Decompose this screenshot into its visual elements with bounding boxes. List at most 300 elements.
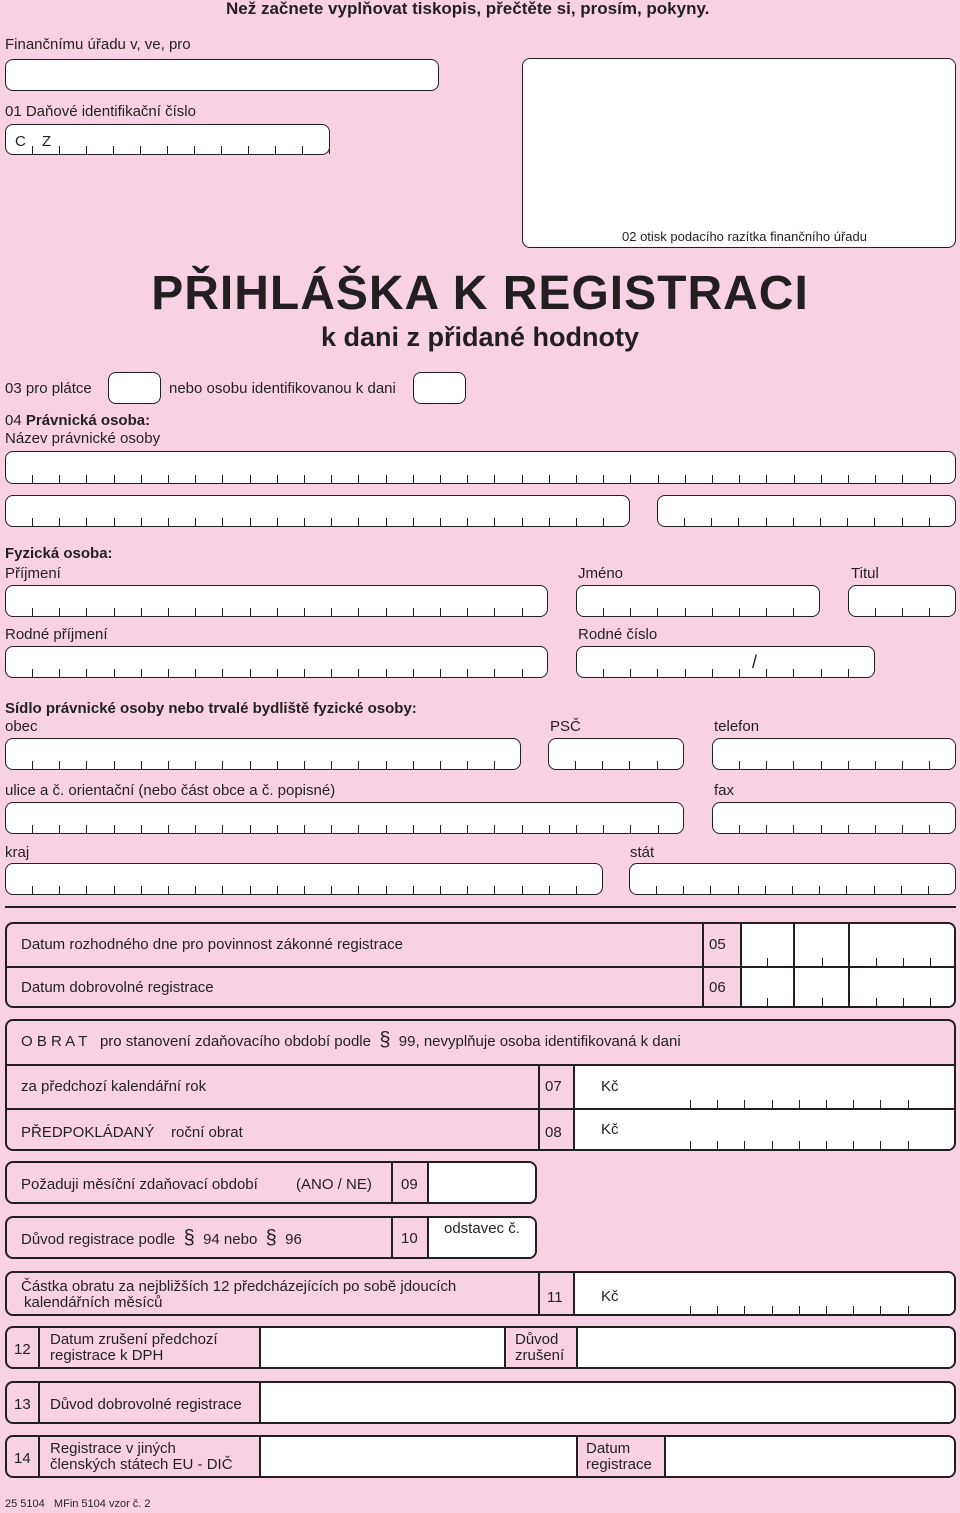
char-tick (302, 146, 303, 154)
dates-section (5, 922, 956, 1008)
char-tick (331, 608, 332, 616)
char-tick (386, 886, 387, 894)
char-tick (358, 825, 359, 833)
char-tick (59, 886, 60, 894)
char-tick (250, 518, 251, 526)
voluntary-reason-field[interactable] (261, 1383, 954, 1422)
street-label: ulice a č. orientační (nebo část obce a č. popisné) (5, 782, 336, 799)
char-tick (275, 146, 276, 154)
row-05-number: 05 (709, 936, 726, 953)
char-tick (59, 761, 60, 769)
char-tick (222, 669, 223, 677)
char-tick (168, 475, 169, 483)
legal-name-field-1[interactable] (5, 451, 956, 484)
region-field[interactable] (5, 863, 603, 895)
char-tick (603, 518, 604, 526)
char-tick (413, 825, 414, 833)
char-tick (767, 998, 768, 1006)
char-tick (114, 518, 115, 526)
char-tick (440, 825, 441, 833)
char-tick (386, 608, 387, 616)
turnover-07-field[interactable] (575, 1066, 954, 1108)
char-tick (358, 518, 359, 526)
char-tick (358, 886, 359, 894)
char-tick (386, 825, 387, 833)
char-tick (739, 825, 740, 833)
first-name-label: Jméno (578, 565, 624, 582)
char-ticks (630, 885, 955, 894)
char-tick (222, 886, 223, 894)
char-tick (413, 475, 414, 483)
char-tick (59, 475, 60, 483)
char-tick (875, 608, 876, 616)
char-tick (195, 518, 196, 526)
legal-name-field-2[interactable] (5, 495, 630, 527)
char-tick (766, 518, 767, 526)
char-tick (141, 669, 142, 677)
char-tick (195, 825, 196, 833)
cancellation-reason-field[interactable] (578, 1328, 954, 1367)
char-tick (413, 669, 414, 677)
dic-prefix-z: Z (42, 133, 52, 150)
char-tick (494, 608, 495, 616)
date-sep (793, 968, 795, 1006)
char-tick (141, 761, 142, 769)
row-12-number: 12 (14, 1341, 31, 1358)
birth-number-label: Rodné číslo (578, 626, 658, 643)
char-tick (304, 886, 305, 894)
char-tick (766, 475, 767, 483)
char-tick (685, 608, 686, 616)
char-tick (712, 669, 713, 677)
char-tick (141, 475, 142, 483)
row-14-number: 14 (14, 1450, 31, 1467)
row-07-label: za předchozí kalendářní rok (21, 1078, 207, 1095)
char-tick (928, 886, 929, 894)
dic-label: 01 Daňové identifikační číslo (5, 103, 196, 120)
eu-registration-date-field[interactable] (666, 1437, 954, 1476)
char-tick (195, 475, 196, 483)
phone-label: telefon (714, 718, 760, 735)
char-ticks (577, 607, 819, 616)
payer-label: 03 pro plátce (5, 380, 92, 397)
row-09-number: 09 (401, 1176, 418, 1193)
char-tick (140, 146, 141, 154)
char-tick (195, 886, 196, 894)
char-tick (277, 825, 278, 833)
char-tick (690, 1306, 691, 1314)
char-tick (744, 1141, 745, 1149)
turnover-12-months-field[interactable] (575, 1273, 954, 1314)
col-divider (391, 1218, 393, 1257)
char-tick (168, 669, 169, 677)
char-tick (739, 761, 740, 769)
char-tick (467, 761, 468, 769)
char-tick (794, 475, 795, 483)
char-tick (630, 475, 631, 483)
char-tick (222, 518, 223, 526)
char-tick (114, 608, 115, 616)
char-tick (168, 518, 169, 526)
char-tick (712, 608, 713, 616)
char-tick (766, 825, 767, 833)
stamp-area (522, 58, 956, 248)
char-tick (657, 761, 658, 769)
char-tick (902, 608, 903, 616)
char-tick (821, 669, 822, 677)
row-14-line2: členských státech EU - DIČ (50, 1456, 233, 1473)
char-tick (819, 886, 820, 894)
char-tick (603, 608, 604, 616)
row-10-label (21, 1227, 302, 1249)
stamp-label: 02 otisk podacího razítka finančního úřadu (622, 229, 867, 244)
char-tick (440, 518, 441, 526)
country-field[interactable] (629, 863, 956, 895)
surname-label: Příjmení (5, 565, 61, 582)
char-tick (277, 475, 278, 483)
char-ticks (713, 760, 955, 769)
char-tick (168, 825, 169, 833)
char-tick (86, 146, 87, 154)
row-10-section (5, 1216, 537, 1259)
char-tick (738, 886, 739, 894)
char-tick (874, 886, 875, 894)
char-tick (603, 825, 604, 833)
char-tick (603, 475, 604, 483)
col-divider (38, 1328, 40, 1367)
turnover-heading-tail: 99, nevyplňuje osoba identifikovaná k dani (398, 1033, 681, 1050)
birth-number-field[interactable] (576, 646, 875, 678)
char-tick (876, 998, 877, 1006)
char-tick (440, 608, 441, 616)
dic-field[interactable] (5, 124, 330, 155)
char-tick (793, 608, 794, 616)
char-tick (848, 761, 849, 769)
birth-surname-label: Rodné příjmení (5, 626, 108, 643)
row-08-label-b: roční obrat (171, 1124, 243, 1141)
legal-person-title: Právnická osoba: (25, 412, 151, 429)
char-tick (826, 1306, 827, 1314)
row-14-date2: registrace (586, 1456, 652, 1473)
char-tick (930, 998, 931, 1006)
char-tick (576, 825, 577, 833)
char-tick (195, 669, 196, 677)
char-tick (222, 825, 223, 833)
col-divider (38, 1437, 40, 1476)
phone-field[interactable] (712, 738, 956, 770)
identified-person-checkbox[interactable] (413, 372, 466, 404)
address-heading: Sídlo právnické osoby nebo trvalé bydliště fyzické osoby: (5, 700, 417, 717)
char-tick (440, 761, 441, 769)
char-ticks (6, 824, 683, 833)
char-tick (929, 518, 930, 526)
row-12-reason1: Důvod (515, 1331, 559, 1348)
turnover-08-field[interactable] (575, 1110, 954, 1149)
char-tick (822, 958, 823, 966)
col-divider (702, 924, 704, 1006)
char-tick (59, 608, 60, 616)
char-tick (304, 669, 305, 677)
payer-checkbox[interactable] (108, 372, 161, 404)
char-tick (222, 761, 223, 769)
char-tick (386, 761, 387, 769)
char-tick (929, 608, 930, 616)
dic-char-ticks (6, 145, 329, 154)
char-tick (658, 825, 659, 833)
char-tick (576, 475, 577, 483)
char-tick (549, 475, 550, 483)
char-tick (250, 669, 251, 677)
char-tick (114, 669, 115, 677)
legal-name-label: Název právnické osoby (5, 430, 161, 447)
date-05-field[interactable] (742, 924, 954, 966)
char-tick (141, 825, 142, 833)
first-name-field[interactable] (576, 585, 820, 617)
paragraph-sign: § (379, 1029, 391, 1051)
char-tick (195, 761, 196, 769)
char-tick (250, 886, 251, 894)
char-tick (59, 669, 60, 677)
char-tick (930, 958, 931, 966)
char-tick (772, 1141, 773, 1149)
char-tick (603, 669, 604, 677)
char-tick (494, 761, 495, 769)
char-tick (738, 518, 739, 526)
section-divider (5, 906, 956, 908)
row-10-number: 10 (401, 1230, 418, 1247)
row-09-hint: (ANO / NE) (296, 1176, 372, 1193)
char-tick (576, 518, 577, 526)
char-tick (494, 825, 495, 833)
char-tick (908, 1141, 909, 1149)
char-tick (32, 608, 33, 616)
char-tick (717, 1306, 718, 1314)
char-tick (467, 825, 468, 833)
turnover-section (5, 1019, 956, 1151)
surname-field[interactable] (5, 585, 548, 617)
academic-title-field[interactable] (848, 585, 956, 617)
char-tick (826, 1100, 827, 1108)
date-06-field[interactable] (742, 968, 954, 1006)
row-06-label: Datum dobrovolné registrace (21, 979, 214, 996)
row-05-label: Datum rozhodného dne pro povinnost zákonné registrace (21, 936, 403, 953)
char-tick (766, 761, 767, 769)
char-tick (522, 608, 523, 616)
char-tick (467, 669, 468, 677)
char-tick (248, 146, 249, 154)
char-tick (331, 475, 332, 483)
street-field[interactable] (5, 802, 684, 834)
char-tick (141, 518, 142, 526)
char-tick (821, 761, 822, 769)
char-tick (875, 761, 876, 769)
char-tick (766, 669, 767, 677)
char-tick (141, 608, 142, 616)
char-ticks (577, 668, 874, 677)
turnover-heading-rest: pro stanovení zdaňovacího období podle (99, 1033, 371, 1050)
char-tick (86, 669, 87, 677)
char-tick (880, 1306, 881, 1314)
char-tick (739, 608, 740, 616)
char-tick (141, 886, 142, 894)
col-divider (576, 1437, 578, 1476)
col-divider (391, 1163, 393, 1202)
char-tick (277, 761, 278, 769)
section-04-number: 04 (5, 412, 22, 429)
char-tick (712, 475, 713, 483)
char-tick (86, 608, 87, 616)
char-tick (250, 761, 251, 769)
row-14-section (5, 1435, 956, 1478)
tax-office-field[interactable] (5, 59, 439, 91)
row-09-label: Požaduji měsíční zdaňovací období (21, 1176, 258, 1193)
zip-field[interactable] (548, 738, 684, 770)
char-tick (32, 825, 33, 833)
char-tick (908, 1100, 909, 1108)
char-tick (32, 475, 33, 483)
zip-label: PSČ (550, 718, 581, 735)
char-tick (167, 146, 168, 154)
char-tick (304, 518, 305, 526)
char-tick (222, 608, 223, 616)
char-tick (799, 1306, 800, 1314)
char-tick (793, 825, 794, 833)
char-tick (304, 475, 305, 483)
char-tick (549, 825, 550, 833)
char-tick (683, 886, 684, 894)
registration-reason-field[interactable] (429, 1218, 535, 1257)
char-tick (277, 669, 278, 677)
col-divider (504, 1328, 506, 1367)
char-tick (522, 518, 523, 526)
char-tick (690, 1100, 691, 1108)
char-tick (880, 1141, 881, 1149)
char-tick (902, 761, 903, 769)
row-07-unit: Kč (601, 1078, 619, 1095)
char-tick (826, 1141, 827, 1149)
cancellation-date-field[interactable] (261, 1328, 504, 1367)
char-tick (32, 669, 33, 677)
row-10-label-b: 94 nebo (203, 1231, 258, 1248)
char-tick (793, 669, 794, 677)
char-tick (875, 475, 876, 483)
char-tick (522, 886, 523, 894)
char-tick (114, 475, 115, 483)
city-field[interactable] (5, 738, 521, 770)
char-tick (86, 825, 87, 833)
char-tick (32, 886, 33, 894)
char-ticks (849, 607, 955, 616)
turnover-heading-spaced: O B R A T (21, 1033, 88, 1050)
char-tick (358, 608, 359, 616)
row-06-number: 06 (709, 979, 726, 996)
char-tick (799, 1100, 800, 1108)
char-tick (358, 669, 359, 677)
char-tick (846, 886, 847, 894)
char-tick (413, 886, 414, 894)
char-tick (690, 1141, 691, 1149)
char-tick (277, 608, 278, 616)
char-tick (929, 761, 930, 769)
char-tick (331, 886, 332, 894)
char-tick (250, 608, 251, 616)
char-tick (744, 1306, 745, 1314)
char-tick (930, 475, 931, 483)
char-ticks (6, 885, 602, 894)
char-tick (902, 518, 903, 526)
row-11-line1: Částka obratu za nejbližších 12 předcházejících po sobě jdoucích (21, 1278, 457, 1295)
monthly-period-field[interactable] (429, 1163, 535, 1202)
birth-surname-field[interactable] (5, 646, 548, 678)
char-tick (32, 146, 33, 154)
char-tick (822, 998, 823, 1006)
char-ticks (575, 1305, 954, 1314)
paragraph-subsection-label: odstavec č. (444, 1220, 520, 1237)
row-12-line2: registrace k DPH (50, 1347, 164, 1364)
char-tick (880, 1100, 881, 1108)
char-tick (250, 825, 251, 833)
char-ticks (6, 517, 629, 526)
char-tick (386, 475, 387, 483)
turnover-heading (21, 1029, 681, 1051)
col-divider (538, 1064, 540, 1149)
char-tick (467, 475, 468, 483)
char-tick (876, 958, 877, 966)
char-tick (86, 761, 87, 769)
char-tick (602, 761, 603, 769)
row-08-label (21, 1124, 243, 1141)
char-tick (793, 761, 794, 769)
char-ticks (6, 668, 547, 677)
char-tick (848, 475, 849, 483)
char-tick (820, 518, 821, 526)
char-tick (902, 475, 903, 483)
char-tick (331, 761, 332, 769)
char-tick (114, 825, 115, 833)
form-title: PŘIHLÁŠKA K REGISTRACI (151, 267, 809, 320)
char-tick (630, 608, 631, 616)
char-tick (222, 475, 223, 483)
char-tick (821, 475, 822, 483)
form-code: 25 5104 MFin 5104 vzor č. 2 (5, 1498, 151, 1510)
char-tick (821, 825, 822, 833)
row-08-number: 08 (545, 1124, 562, 1141)
char-tick (440, 669, 441, 677)
fax-field[interactable] (712, 802, 956, 834)
row-12-reason2: zrušení (515, 1347, 565, 1364)
char-tick (467, 518, 468, 526)
char-tick (848, 669, 849, 677)
char-tick (657, 669, 658, 677)
eu-vat-id-field[interactable] (261, 1437, 576, 1476)
row-11-line2: kalendářních měsíců (24, 1294, 163, 1311)
char-tick (629, 761, 630, 769)
char-ticks (6, 474, 955, 483)
char-tick (717, 1141, 718, 1149)
char-tick (717, 1100, 718, 1108)
row-08-label-a: PŘEDPOKLÁDANÝ (21, 1124, 155, 1141)
char-tick (113, 146, 114, 154)
legal-name-field-3[interactable] (657, 495, 956, 527)
char-tick (304, 761, 305, 769)
char-tick (386, 518, 387, 526)
tax-office-label: Finančnímu úřadu v, ve, pro (5, 36, 191, 53)
birth-number-separator: / (752, 652, 758, 672)
char-tick (902, 825, 903, 833)
row-07-number: 07 (545, 1078, 562, 1095)
char-tick (767, 958, 768, 966)
char-tick (575, 761, 576, 769)
